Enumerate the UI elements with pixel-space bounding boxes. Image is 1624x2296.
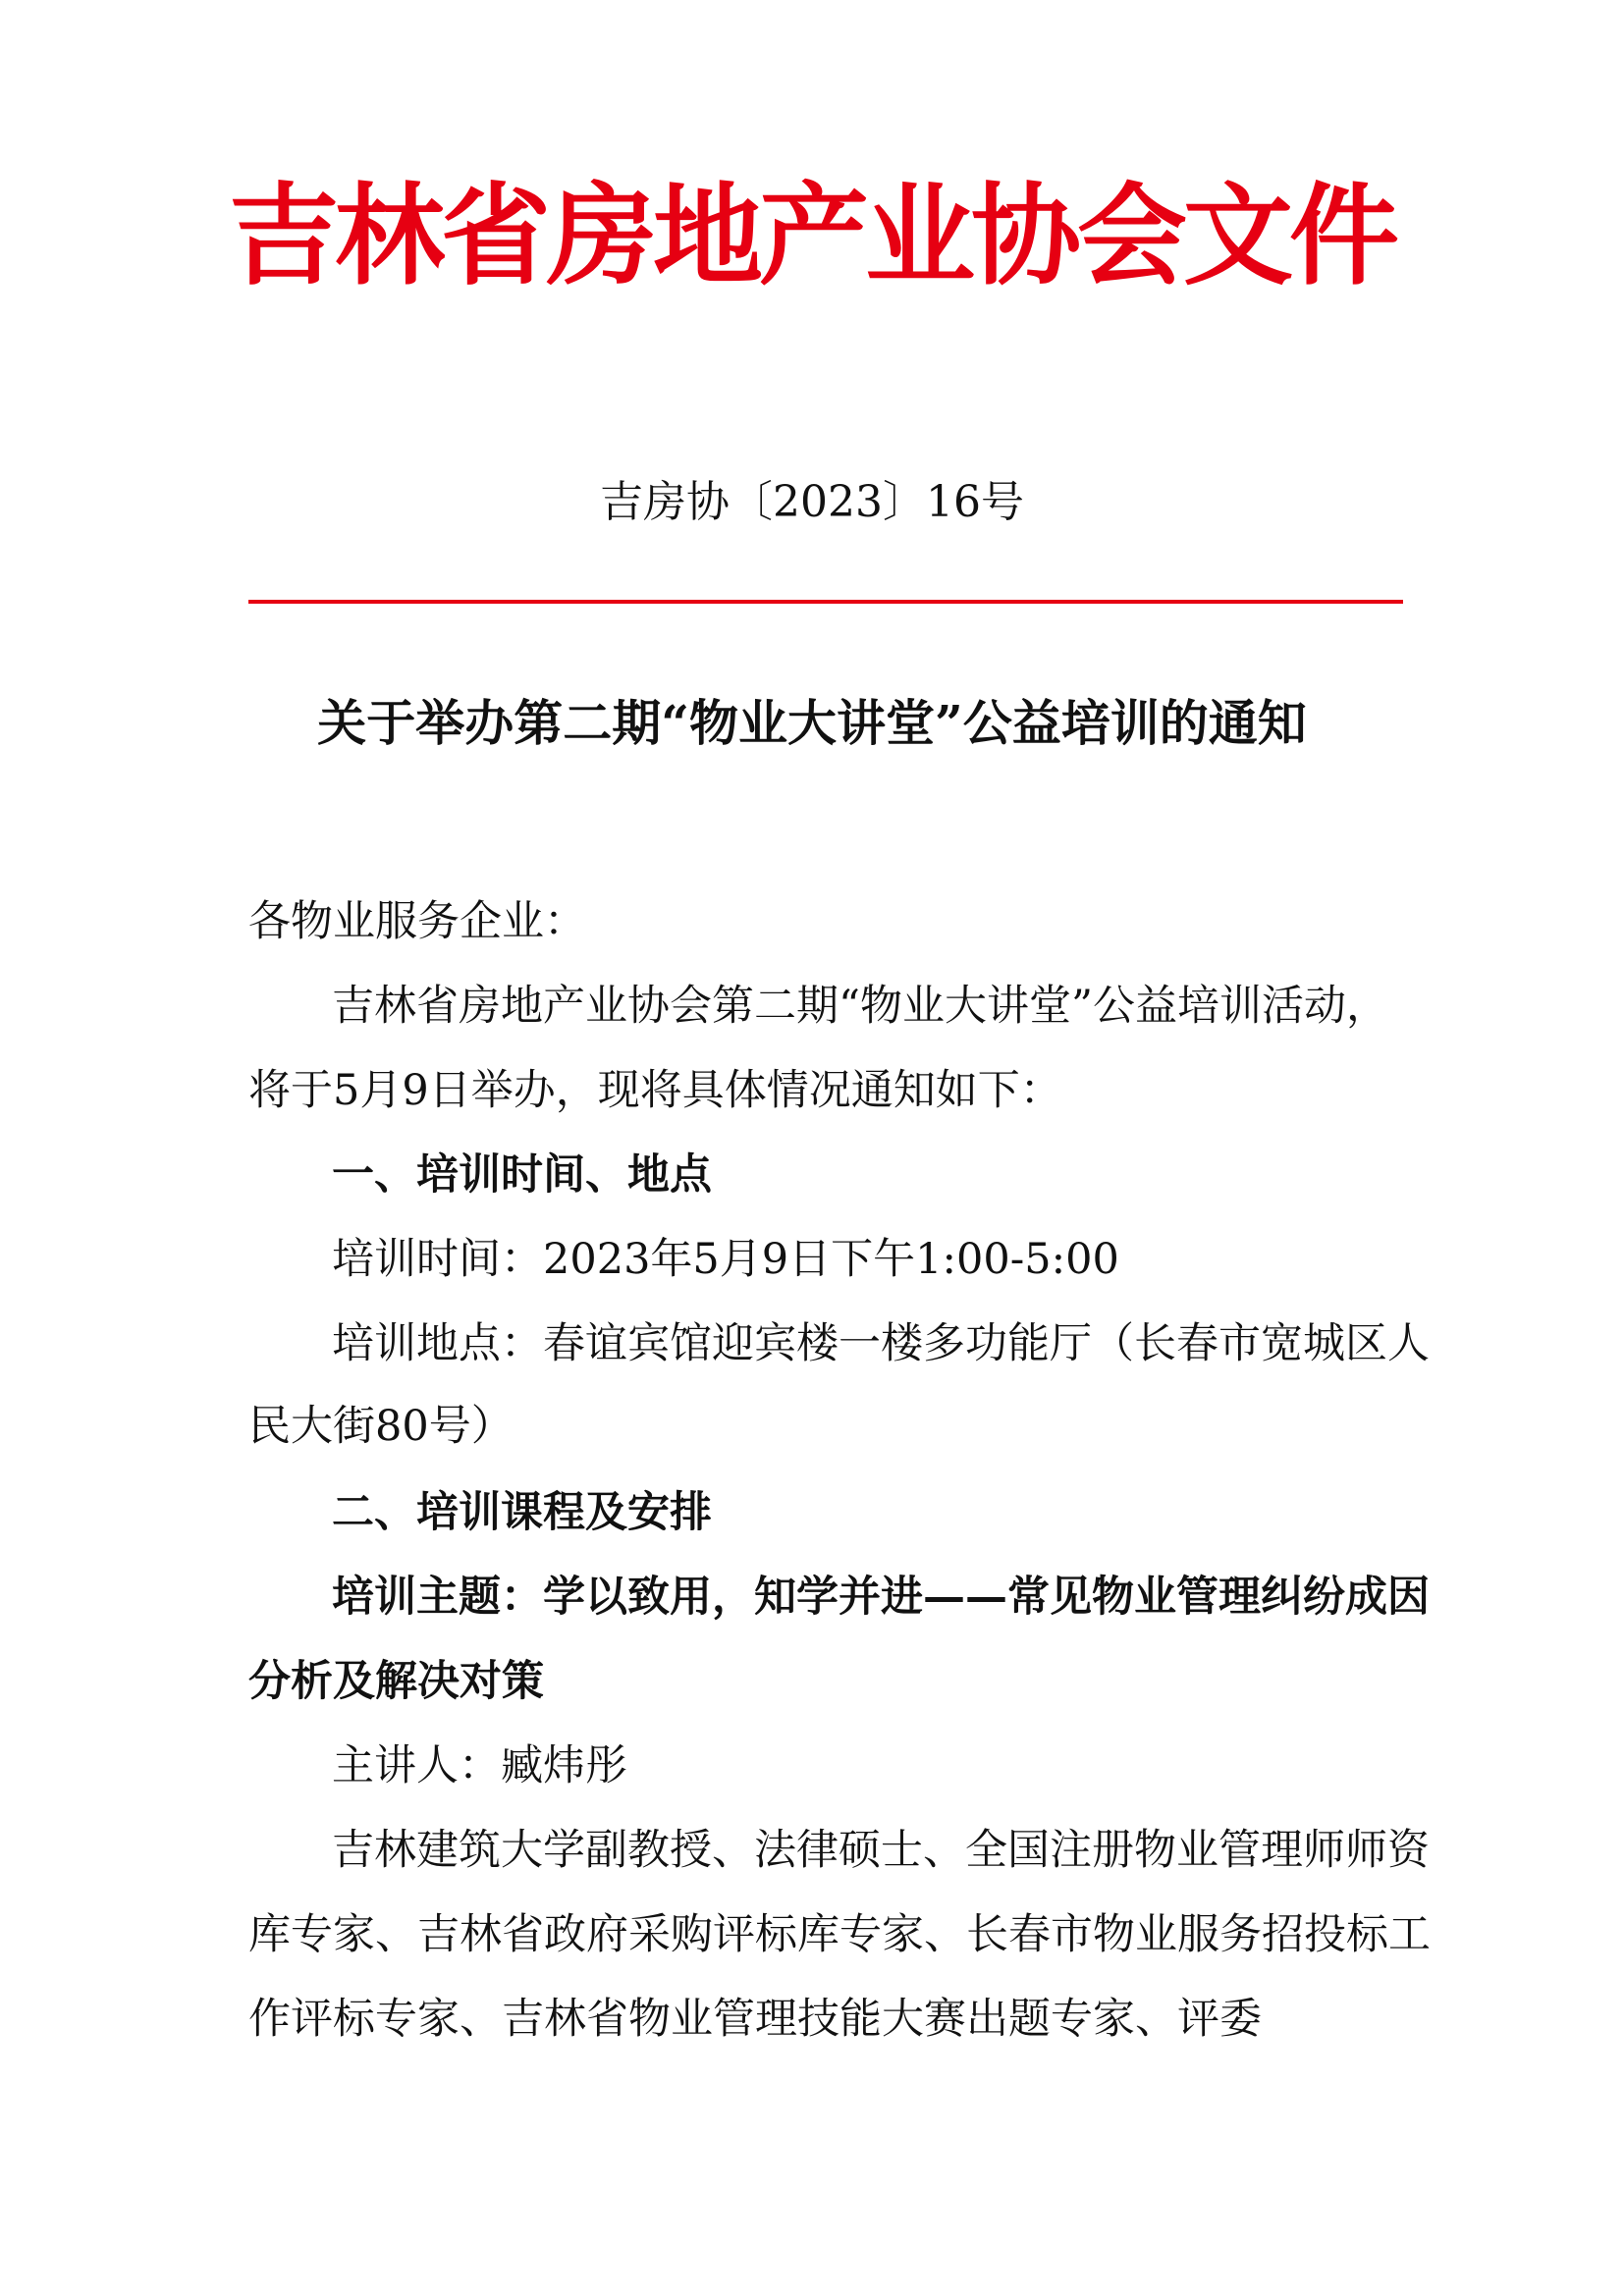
document-masthead: 吉林省房地产业协会文件 (229, 172, 1395, 300)
intro-paragraph-line: 吉林省房地产业协会第二期“物业大讲堂”公益培训活动， (332, 982, 1388, 1031)
training-place-line: 民大街80号） (248, 1402, 514, 1451)
speaker-bio-line: 作评标专家、吉林省物业管理技能大赛出题专家、评委 (248, 1995, 1262, 2044)
notice-title: 关于举办第二期“物业大讲堂”公益培训的通知 (317, 694, 1307, 752)
intro-paragraph-line: 将于5月9日举办，现将具体情况通知如下： (248, 1066, 1062, 1115)
section-heading-time-place: 一、培训时间、地点 (332, 1150, 712, 1200)
training-theme-line: 培训主题：学以致用，知学并进——常见物业管理纠纷成因 (332, 1573, 1430, 1622)
red-divider-line (248, 600, 1403, 604)
training-place-line: 培训地点：春谊宾馆迎宾楼一楼多功能厅（长春市宽城区人 (332, 1319, 1430, 1368)
section-heading-course: 二、培训课程及安排 (332, 1488, 712, 1537)
speaker-bio-line: 库专家、吉林省政府采购评标库专家、长春市物业服务招投标工 (248, 1910, 1431, 1959)
training-time: 培训时间：2023年5月9日下午1:00-5:00 (332, 1235, 1119, 1284)
speaker: 主讲人：臧炜彤 (332, 1741, 627, 1790)
document-number: 吉房协〔2023〕16号 (600, 477, 1024, 527)
training-theme-line: 分析及解决对策 (248, 1657, 544, 1706)
salutation: 各物业服务企业： (248, 897, 586, 946)
speaker-bio-line: 吉林建筑大学副教授、法律硕士、全国注册物业管理师师资 (332, 1826, 1430, 1875)
